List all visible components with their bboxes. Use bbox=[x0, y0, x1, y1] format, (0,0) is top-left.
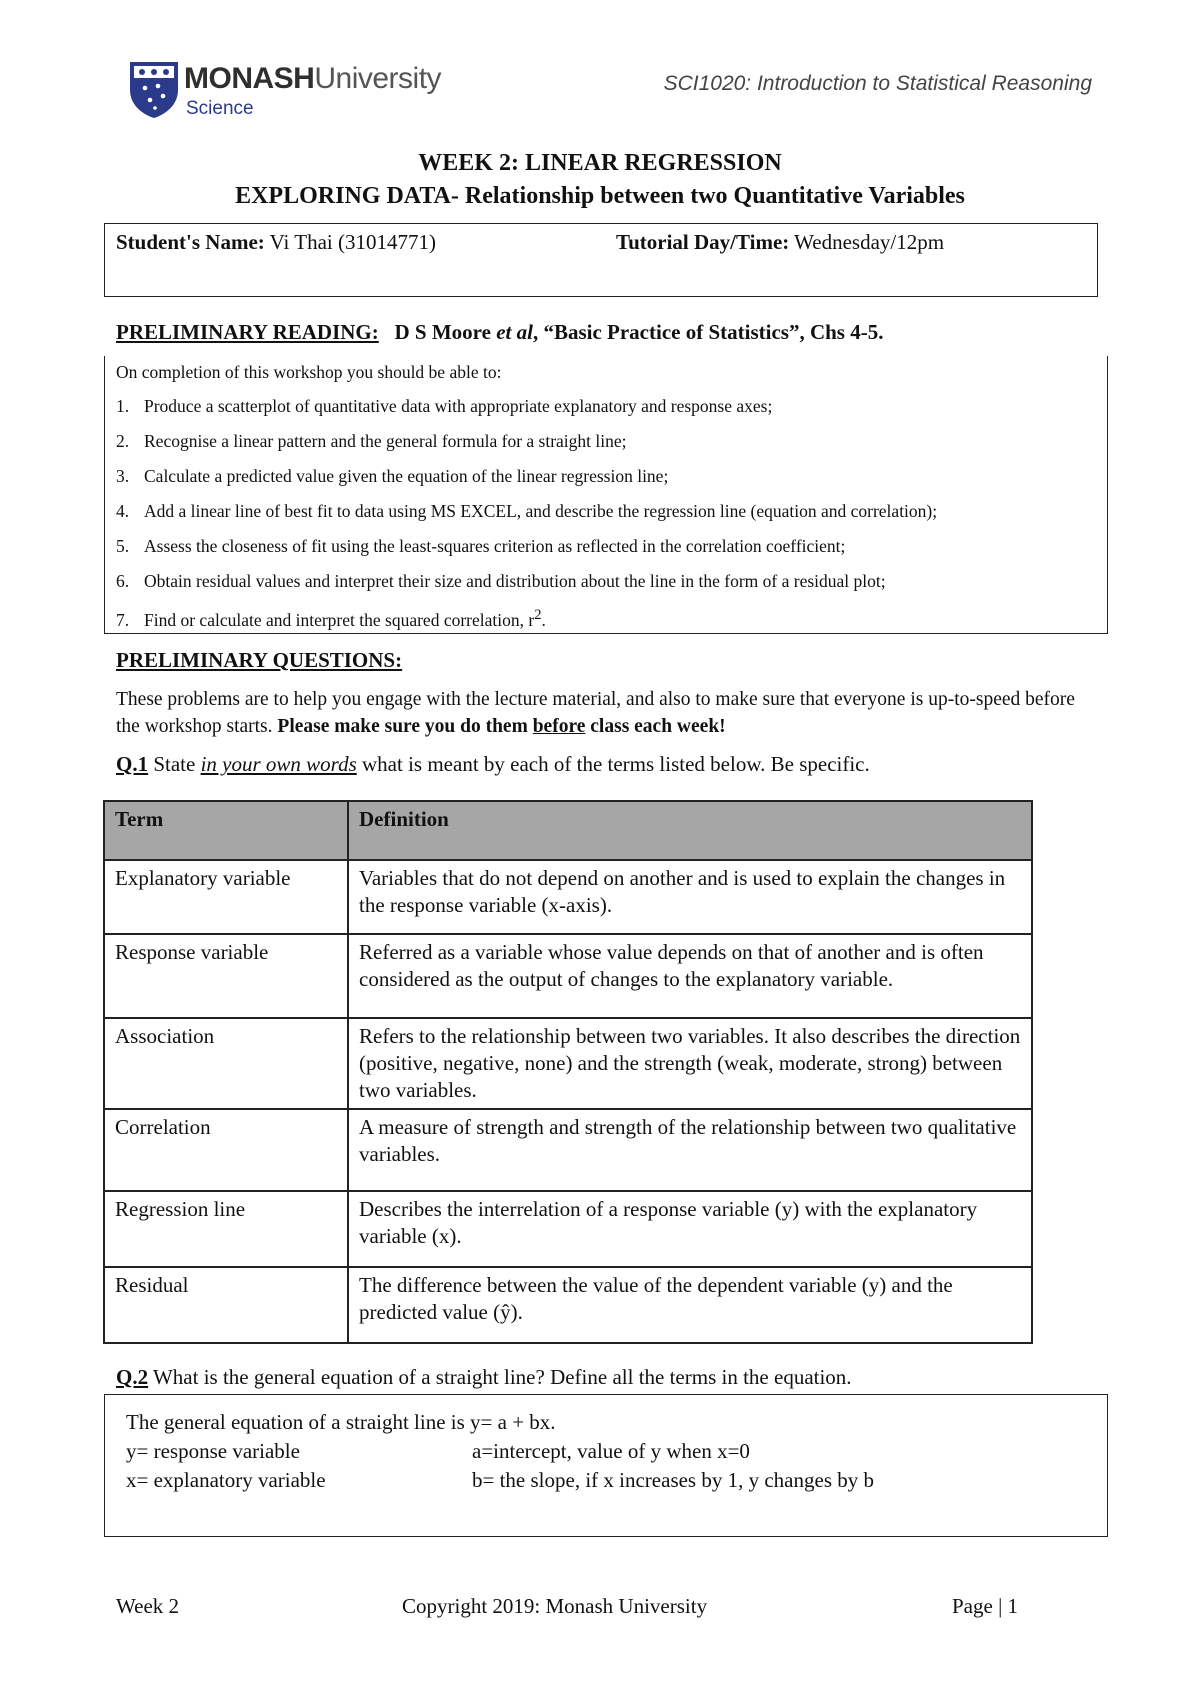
term-cell: Residual bbox=[104, 1267, 348, 1343]
page-subtitle: EXPLORING DATA- Relationship between two Quantitative Variables bbox=[235, 183, 965, 209]
definition-cell: The difference between the value of the dependent variable (y) and the predicted value (ŷ). bbox=[348, 1267, 1032, 1343]
student-name bbox=[116, 230, 436, 255]
tutorial-value: Wednesday/12pm bbox=[794, 230, 945, 254]
logo-wordmark: MONASHUniversity bbox=[184, 62, 442, 95]
table-row bbox=[104, 860, 1032, 934]
tutorial-label: Tutorial Day/Time: bbox=[616, 230, 790, 254]
objective-item: 3. Calculate a predicted value given the equation of the linear regression line; bbox=[116, 466, 669, 486]
table-row bbox=[104, 1109, 1032, 1191]
objective-item: 5. Assess the closeness of fit using the least-squares criterion as reflected in the correlation coefficient; bbox=[116, 536, 846, 556]
term-cell: Explanatory variable bbox=[104, 860, 348, 934]
table-row bbox=[104, 1191, 1032, 1267]
monash-logo bbox=[128, 60, 498, 126]
column-header-definition: Definition bbox=[348, 801, 1032, 860]
objective-item: 2. Recognise a linear pattern and the general formula for a straight line; bbox=[116, 431, 627, 451]
objective-item: 7. Find or calculate and interpret the squared correlation, $r^2$. bbox=[116, 607, 546, 630]
term-cell: Regression line bbox=[104, 1191, 348, 1267]
objectives-intro: On completion of this workshop you should be able to: bbox=[116, 362, 502, 382]
objective-item: 4. Add a linear line of best fit to data using MS EXCEL, and describe the regression line (equation and correlation); bbox=[116, 501, 938, 521]
terms-table bbox=[103, 800, 1033, 1344]
question-1: Q.1 State in your own words what is meant by each of the terms listed below. Be specific. bbox=[116, 752, 870, 776]
definition-cell: Refers to the relationship between two variables. It also describes the direction (positive, negative, none) and the strength (weak, moderate, strong) between two variables. bbox=[348, 1018, 1032, 1109]
question-2: Q.2 What is the general equation of a straight line? Define all the terms in the equation. bbox=[116, 1365, 852, 1389]
preliminary-questions-title: PRELIMINARY QUESTIONS: bbox=[116, 648, 403, 672]
definition-cell: Referred as a variable whose value depends on that of another and is often considered as the output of changes to the explanatory variable. bbox=[348, 934, 1032, 1018]
footer-page-number: Page | 1 bbox=[952, 1594, 1019, 1618]
footer-week: Week 2 bbox=[116, 1594, 180, 1618]
answer-y-definition: y= response variable bbox=[126, 1439, 300, 1463]
answer-b-definition: b= the slope, if x increases by 1, y changes by b bbox=[472, 1468, 874, 1492]
student-name-label: Student's Name: bbox=[116, 230, 265, 254]
logo-faculty: Science bbox=[186, 98, 254, 119]
student-name-value: Vi Thai (31014771) bbox=[269, 230, 436, 254]
definition-cell: Describes the interrelation of a response variable (y) with the explanatory variable (x). bbox=[348, 1191, 1032, 1267]
table-row bbox=[104, 934, 1032, 1018]
definition-cell: Variables that do not depend on another and is used to explain the changes in the response variable (x-axis). bbox=[348, 860, 1032, 934]
answer-x-definition: x= explanatory variable bbox=[126, 1468, 326, 1492]
objective-item: 6. Obtain residual values and interpret their size and distribution about the line in the form of a residual plot; bbox=[116, 571, 886, 591]
answer-a-definition: a=intercept, value of y when x=0 bbox=[472, 1439, 750, 1463]
tutorial-time bbox=[616, 230, 944, 255]
question-1-label: Q.1 bbox=[116, 752, 149, 776]
objective-item: 1. Produce a scatterplot of quantitative data with appropriate explanatory and response axes; bbox=[116, 396, 773, 416]
term-cell: Association bbox=[104, 1018, 348, 1109]
footer-copyright: Copyright 2019: Monash University bbox=[402, 1594, 708, 1618]
reading-author: D S Moore bbox=[394, 320, 491, 344]
answer-line: The general equation of a straight line is y= a + bx. bbox=[126, 1410, 556, 1434]
preliminary-reading bbox=[116, 320, 883, 345]
table-row bbox=[104, 1267, 1032, 1343]
table-header-row bbox=[104, 801, 1032, 860]
course-header: SCI1020: Introduction to Statistical Reasoning bbox=[663, 72, 1092, 95]
definition-cell: A measure of strength and strength of the relationship between two qualitative variables. bbox=[348, 1109, 1032, 1191]
term-cell: Response variable bbox=[104, 934, 348, 1018]
question-2-label: Q.2 bbox=[116, 1365, 149, 1389]
preliminary-reading-label: PRELIMINARY READING: bbox=[116, 320, 379, 344]
term-cell: Correlation bbox=[104, 1109, 348, 1191]
preliminary-questions-intro: These problems are to help you engage with the lecture material, and also to make sure that everyone is up-to-speed before the workshop starts. Please make sure you do them before class each week! bbox=[116, 689, 1075, 737]
column-header-term: Term bbox=[104, 801, 348, 860]
page-title: WEEK 2: LINEAR REGRESSION bbox=[418, 150, 782, 176]
reading-book: , “Basic Practice of Statistics”, Chs 4-5. bbox=[532, 320, 884, 344]
table-row bbox=[104, 1018, 1032, 1109]
reading-etal: et al bbox=[496, 320, 533, 344]
monash-crest-icon bbox=[128, 60, 180, 120]
